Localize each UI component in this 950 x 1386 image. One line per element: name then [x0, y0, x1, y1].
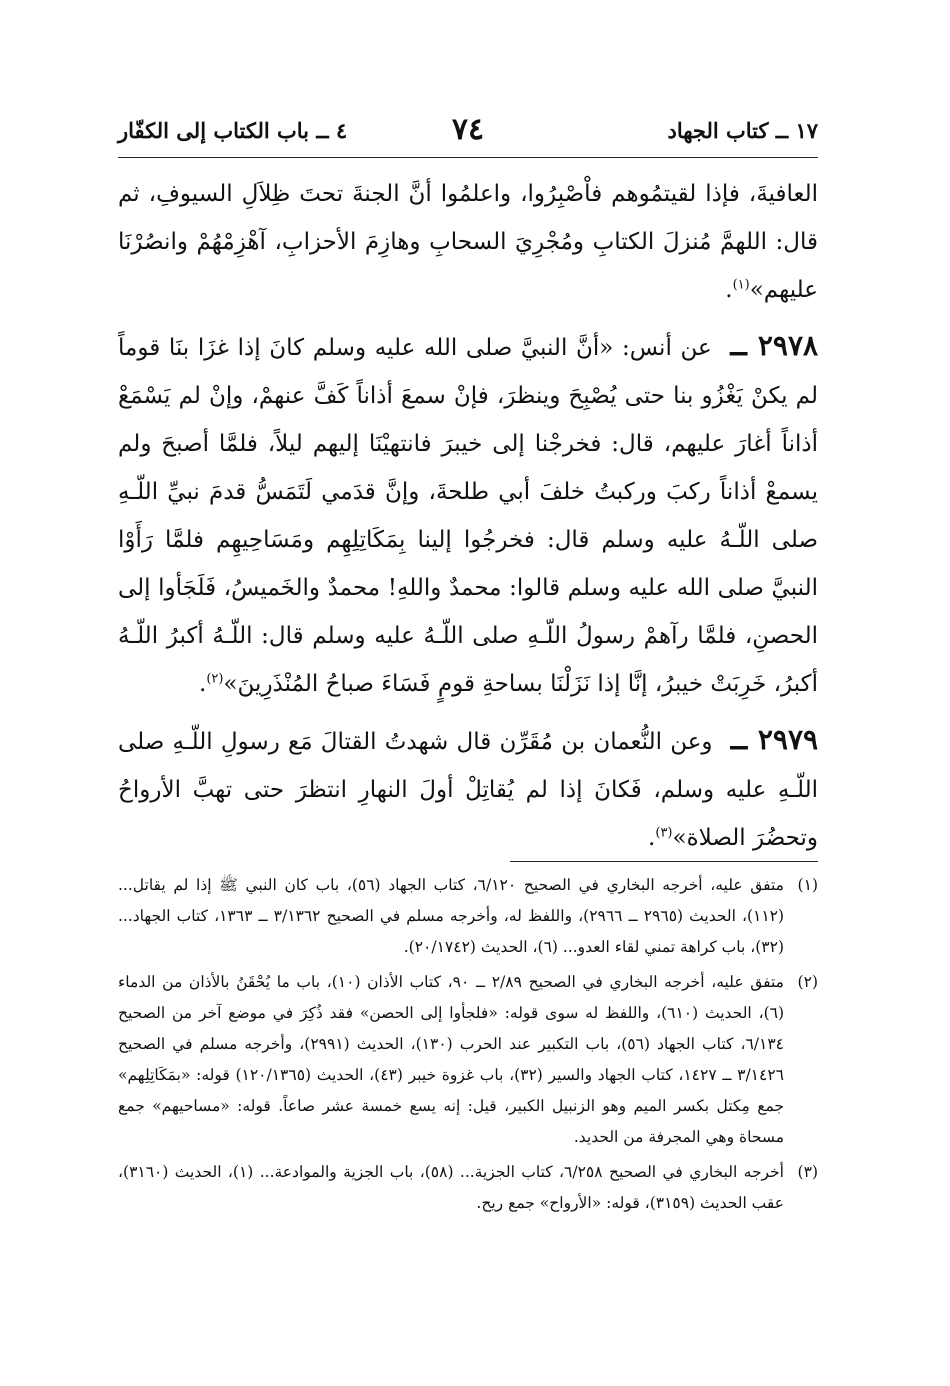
paragraph-text: العافيةَ، فإذا لقيتمُوهم فاْصْبِرُوا، واعلمُوا أنَّ الجنةَ تحتَ ظِلاَلِ السيوفِ، ثم قال: اللهمَّ مُنزلَ الكتابِ ومُجْرِيَ السحابِ وهازِمَ الأحزابِ، آهْزِمْهُمْ وانصُرْنَا عليهم»	[118, 181, 818, 303]
header-rule	[118, 157, 818, 158]
page-number: ٧٤	[451, 112, 485, 147]
paragraph: العافيةَ، فإذا لقيتمُوهم فاْصْبِرُوا، واعلمُوا أنَّ الجنةَ تحتَ ظِلاَلِ السيوفِ، ثم قال: اللهمَّ مُنزلَ الكتابِ ومُجْرِيَ السحابِ وهازِمَ الأحزابِ، آهْزِمْهُمْ وانصُرْنَا عليهم»$^{(١)}$.	[118, 181, 818, 303]
footnote-number: (٣)	[797, 1163, 818, 1181]
hadith-2978: ٢٩٧٨ ــ عن أنس: «أنَّ النبيَّ صلى الله عليه وسلم كانَ إذا غزَا بنَا قوماً لم يكنْ يَغْزُو بنا حتى يُصْبِحَ وينظرَ، فإنْ سمعَ أذاناً كَفَّ عنهمْ، وإنْ لم يَسْمَعْ أذاناً أغارَ عليهم، قال: فخرجْنا إلى خيبرَ فانتهيْنَا إليهم ليلاً، فلمَّا أصبحَ ولم يسمعْ أذاناً ركبَ وركبتُ خلفَ أبي طلحةَ، وإنَّ قدَمي لَتَمَسُّ قدمَ نبيِّ اللّـهِ صلى اللّـهُ عليه وسلم قال: فخرجُوا إلينا بِمَكَاتِلِهِم ومَسَاحِيهِم فلمَّا رَأَوْا النبيَّ صلى الله عليه وسلم قالوا: محمدٌ واللهِ! محمدٌ والخَميسُ، فَلَجَأوا إلى الحصنِ، فلمَّا رآهمْ رسولُ اللّـهِ صلى اللّـهُ عليه وسلم قال: اللّـهُ أكبرُ اللّـهُ أكبرُ، خَرِبَتْ خيبرُ، إنَّا إذا نَزَلْنَا بساحةِ قومٍ فَسَاءَ صباحُ المُنْذَرِينَ»$^{(٢)}$.	[118, 329, 819, 697]
footnotes	[118, 870, 818, 1223]
footnote	[118, 967, 818, 1153]
footnote-number: (٢)	[797, 973, 818, 991]
footnote	[118, 1157, 818, 1219]
footnote-text: أخرجه البخاري في الصحيح ٦/٢٥٨، كتاب الجزية... (٥٨)، باب الجزية والموادعة... (١)، الحديث (٣١٦٠)، عقب الحديث (٣١٥٩)، قوله: «الأرواح» جمع ريح.	[118, 1163, 784, 1212]
hadith-2979: ٢٩٧٩ ــ وعن النُّعمان بن مُقَرِّن قال شهدتُ القتالَ مَع رسولِ اللّـهِ صلى اللّـهِ عليه وسلم، فَكانَ إذا لم يُقاتِلْ أولَ النهارِ انتظرَ حتى تهبَّ الأرواحُ وتحضُرَ الصلاة»$^{(٣)}$.	[118, 723, 819, 851]
footnote-text: متفق عليه، أخرجه البخاري في الصحيح ٦/١٢٠، كتاب الجهاد (٥٦)، باب كان النبي ﷺ إذا لم يقاتل... (١١٢)، الحديث (٢٩٦٥ ــ ٢٩٦٦)، واللفظ له، وأخرجه مسلم في الصحيح ٣/١٣٦٢ ــ ١٣٦٣، كتاب الجهاد... (٣٢)، باب كراهة تمني لقاء العدو... (٦)، الحديث (٢٠/١٧٤٢).	[118, 876, 785, 956]
paragraph-text: عن أنس: «أنَّ النبيَّ صلى الله عليه وسلم كانَ إذا غزَا بنَا قوماً لم يكنْ يَغْزُو بنا حتى يُصْبِحَ وينظرَ، فإنْ سمعَ أذاناً كَفَّ عنهمْ، وإنْ لم يَسْمَعْ أذاناً أغارَ عليهم، قال: فخرجْنا إلى خيبرَ فانتهيْنَا إليهم ليلاً، فلمَّا أصبحَ ولم يسمعْ أذاناً ركبَ وركبتُ خلفَ أبي طلحةَ، وإنَّ قدَمي لَتَمَسُّ قدمَ نبيِّ اللّـهِ صلى اللّـهُ عليه وسلم قال: فخرجُوا إلينا بِمَكَاتِلِهِم ومَسَاحِيهِم فلمَّا رَأَوْا النبيَّ صلى الله عليه وسلم قالوا: محمدٌ واللهِ! محمدٌ والخَميسُ، فَلَجَأوا إلى الحصنِ، فلمَّا رآهمْ رسولُ اللّـهِ صلى اللّـهُ عليه وسلم قال: اللّـهُ أكبرُ اللّـهُ أكبرُ، خَرِبَتْ خيبرُ، إنَّا إذا نَزَلْنَا بساحةِ قومٍ فَسَاءَ صباحُ المُنْذَرِينَ»	[118, 335, 818, 697]
paragraph-text: وعن النُّعمان بن مُقَرِّن قال شهدتُ القتالَ مَع رسولِ اللّـهِ صلى اللّـهِ عليه وسلم، فَكانَ إذا لم يُقاتِلْ أولَ النهارِ انتظرَ حتى تهبَّ الأرواحُ وتحضُرَ الصلاة»	[118, 729, 818, 851]
hadith-number: ٢٩٧٩ ــ	[730, 723, 819, 756]
footnote-ref: (١)	[732, 277, 750, 293]
book-title: ١٧ ــ كتاب الجهاد	[667, 118, 818, 143]
hadith-number: ٢٩٧٨ ــ	[730, 329, 819, 362]
footnote-text: متفق عليه، أخرجه البخاري في الصحيح ٢/٨٩ ــ ٩٠، كتاب الأذان (١٠)، باب ما يُحْقَنُ بالأذان من الدماء (٦)، الحديث (٦١٠)، واللفظ له سوى قوله: «فلجأوا إلى الحصن» فقد ذُكِرَ في موضع آخر من الصحيح ٦/١٣٤، كتاب الجهاد (٥٦)، باب التكبير عند الحرب (١٣٠)، الحديث (٢٩٩١)، وأخرجه مسلم في الصحيح ٣/١٤٢٦ ــ ١٤٢٧، كتاب الجهاد والسير (٣٢)، باب غزوة خيبر (٤٣)، الحديث (١٢٠/١٣٦٥) قوله: «بمَكَاتِلِهم» جمع مِكتل بكسر الميم وهو الزنبيل الكبير، قيل: إنه يسع خمسة عشر صاعاً. قوله: «مساحيهم» جمع مسحاة وهي المجرفة من الحديد.	[118, 973, 785, 1146]
footnote-rule	[510, 861, 818, 862]
main-text	[118, 170, 818, 870]
footnote-ref: (٣)	[655, 825, 673, 841]
footnote-number: (١)	[797, 876, 818, 894]
footnote-ref: (٢)	[206, 671, 224, 687]
footnote	[118, 870, 818, 963]
chapter-title: ٤ ــ باب الكتاب إلى الكفّار	[118, 118, 348, 143]
running-header	[118, 112, 818, 152]
